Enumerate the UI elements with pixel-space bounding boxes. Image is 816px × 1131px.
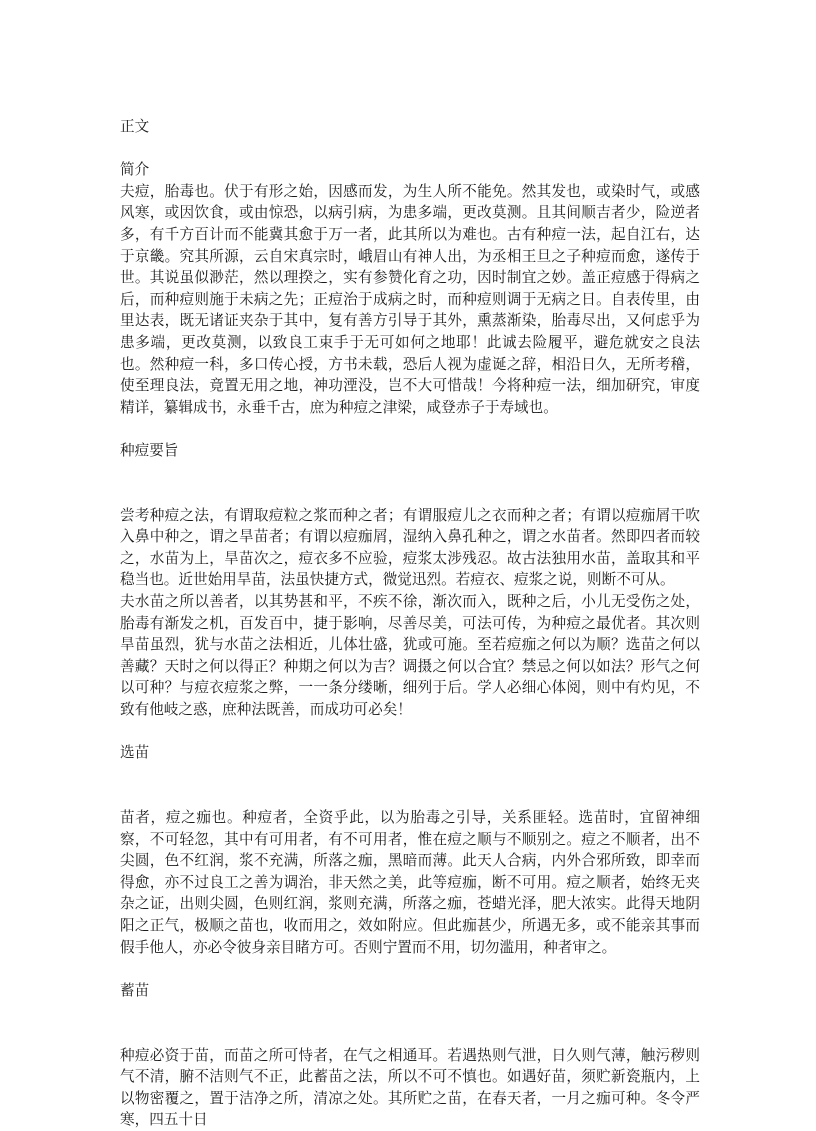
section-key-points [120,440,700,721]
section-heading: 选苗 [120,744,150,762]
section-select-seedling [120,742,700,958]
section-paragraph: 苗者，痘之痂也。种痘者，全资乎此，以为胎毒之引导，关系匪轻。选苗时，宜留神细察，不可轻忽，其中有可用者，有不可用者，惟在痘之顺与不顺别之。痘之不顺者，出不尖圆，色不红润，浆不充满，所落之痂，黑暗而薄。此天人合病，内外合邪所致，即幸而得愈，亦不过良工之善为调治，非天然之美，此等痘痂，断不可用。痘之顺者，始终无夹杂之证，出则尖圆，色则红润，浆则充满，所落之痂，苍蜡光泽，肥大浓实。此得天地阴阳之正气，极顺之苗也，收而用之，效如附应。但此痂甚少，所遇无多，或不能亲其事而假手他人，亦必令彼身亲目睹方可。否则宁置而不用，切勿滥用，种者审之。 [120,809,700,956]
document-page [120,116,700,1131]
section-heading: 种痘要旨 [120,441,179,459]
section-intro [120,159,700,418]
section-heading: 蓄苗 [120,981,150,999]
section-heading: 简介 [120,161,150,179]
section-store-seedling [120,980,700,1131]
section-paragraph: 种痘必资于苗，而苗之所可恃者，在气之相通耳。若遇热则气泄，日久则气薄，触污秽则气不清，腑不洁则气不正，此蓄苗之法，所以不可不慎也。如遇好苗，须贮新瓷瓶内，上以物密覆之，置于洁净之所，清凉之处。其所贮之苗，在春天者，一月之痂可种。冬令严寒，四五十日 [120,1046,700,1129]
section-paragraph: 尝考种痘之法，有谓取痘粒之浆而种之者；有谓服痘儿之衣而种之者；有谓以痘痂屑干吹入鼻中种之，谓之旱苗者；有谓以痘痂屑，湿纳入鼻孔种之，谓之水苗者。然即四者而较之，水苗为上，旱苗次之，痘衣多不应验，痘浆太涉残忍。故古法独用水苗，盖取其和平稳当也。近世始用旱苗，法虽快捷方式，微觉迅烈。若痘衣、痘浆之说，则断不可从。 [120,506,700,589]
document-title: 正文 [120,118,150,135]
section-paragraph: 夫水苗之所以善者，以其势甚和平，不疾不徐，渐次而入，既种之后，小儿无受伤之处，胎毒有渐发之机，百发百中，捷于影响，尽善尽美，可法可传，为种痘之最优者。其次则旱苗虽烈，犹与水苗之法相近，儿体壮盛，犹或可施。至若痘痂之何以为顺？选苗之何以善藏？天时之何以得正？种期之何以为吉？调摄之何以合宜？禁忌之何以如法？形气之何以可种？与痘衣痘浆之弊，一一条分缕晰，细列于后。学人必细心体阅，则中有灼见，不致有他岐之惑，庶种法既善，而成功可必矣！ [120,593,700,719]
section-paragraph: 夫痘，胎毒也。伏于有形之始，因感而发，为生人所不能免。然其发也，或染时气，或感风寒，或因饮食，或由惊恐，以病引病，为患多端，更改莫测。且其间顺吉者少，险逆者多，有千方百计而不能冀其愈于万一者，此其所以为难也。古有种痘一法，起自江右，达于京畿。究其所源，云自宋真宗时，峨眉山有神人出，为丞相王旦之子种痘而愈，遂传于世。其说虽似渺茫，然以理揆之，实有参赞化育之功，因时制宜之妙。盖正痘感于得病之后，而种痘则施于未病之先；正痘治于成病之时，而种痘则调于无病之日。自表传里，由里达表，既无诸证夹杂于其中，复有善方引导于其外，熏蒸渐染，胎毒尽出，又何虑乎为患多端，更改莫测，以致良工束手于无可如何之地耶！此诚去险履平，避危就安之良法也。然种痘一科，多口传心授，方书未载，恐后人视为虚诞之辞，相沿日久，无所考稽，使至理良法，竟置无用之地，神功湮没，岂不大可惜哉！今将种痘一法，细加研究，审度精详，纂辑成书，永垂千古，庶为种痘之津梁，咸登赤子于寿域也。 [120,182,700,416]
